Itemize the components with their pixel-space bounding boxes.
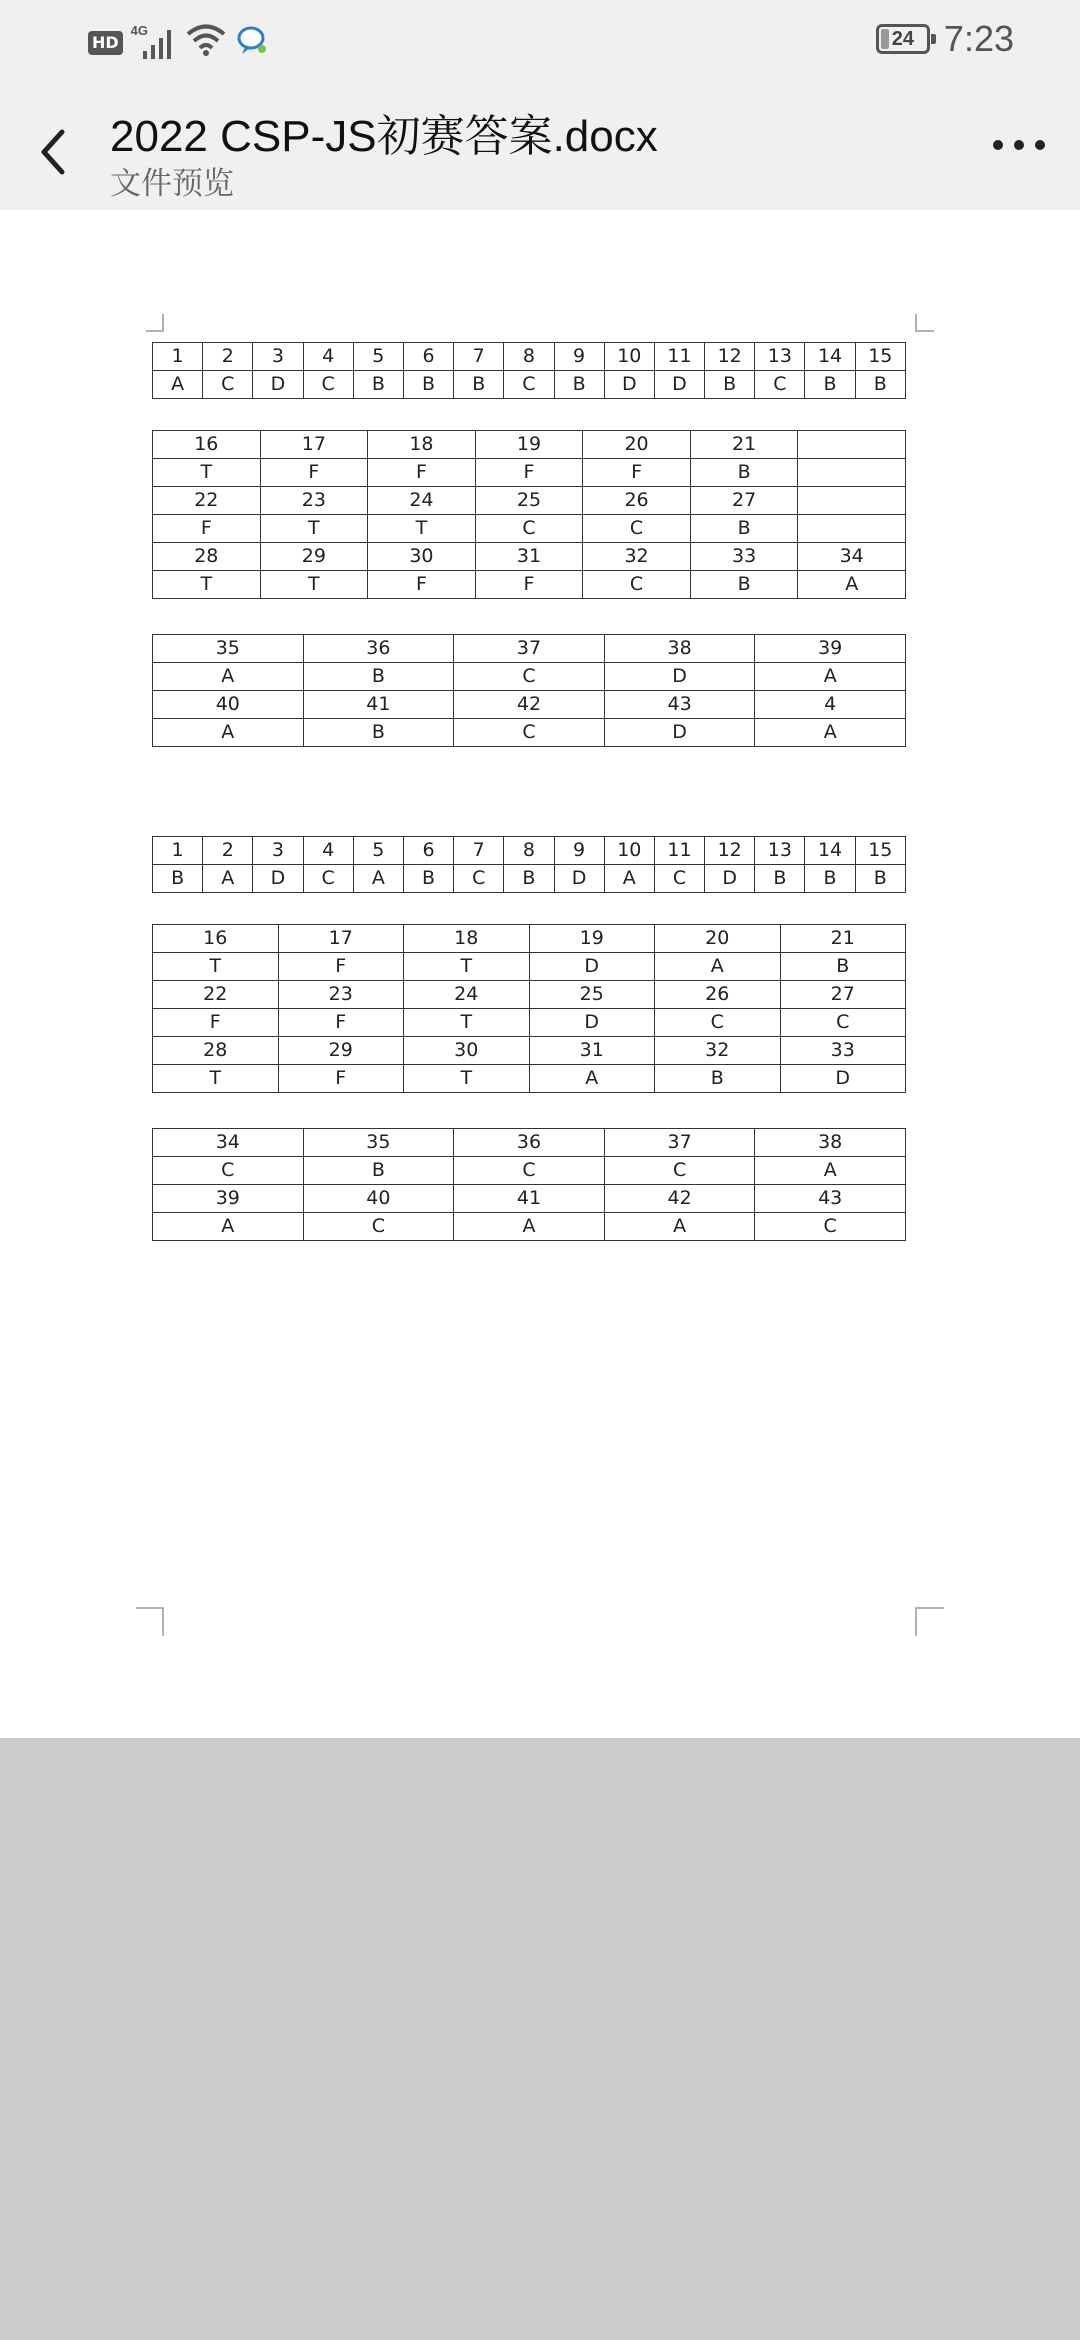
question-number-cell: 26: [583, 487, 691, 515]
answer-cell: F: [153, 515, 261, 543]
question-number-cell: 37: [454, 635, 605, 663]
question-number-cell: 8: [504, 343, 554, 371]
question-number-cell: 15: [855, 837, 905, 865]
question-number-cell: 38: [604, 635, 755, 663]
question-number-cell: 14: [805, 837, 855, 865]
answer-cell: D: [654, 371, 704, 399]
question-number-row: [153, 543, 906, 571]
more-dots-icon: [984, 120, 1054, 170]
answer-table-set1-part1: [152, 342, 906, 399]
hd-badge: HD: [88, 31, 123, 55]
answer-cell: D: [780, 1065, 906, 1093]
question-number-cell: 13: [755, 343, 805, 371]
question-number-cell: 17: [260, 431, 368, 459]
back-arrow-icon: [24, 110, 84, 190]
answer-cell: C: [583, 571, 691, 599]
question-number-cell: 33: [690, 543, 798, 571]
question-number-cell: 1: [153, 343, 203, 371]
question-number-cell: 35: [303, 1129, 454, 1157]
question-number-cell: 31: [475, 543, 583, 571]
answer-cell: C: [655, 1009, 781, 1037]
answer-cell: C: [654, 865, 704, 893]
question-number-cell: 42: [454, 691, 605, 719]
question-number-cell: 35: [153, 635, 304, 663]
back-button[interactable]: [24, 110, 84, 190]
question-number-cell: 26: [655, 981, 781, 1009]
answer-cell: A: [798, 571, 906, 599]
question-number-cell: 19: [529, 925, 655, 953]
question-number-row: [153, 1037, 906, 1065]
question-number-cell: 28: [153, 1037, 279, 1065]
question-number-cell: 24: [368, 487, 476, 515]
question-number-cell: 34: [798, 543, 906, 571]
answer-cell: D: [253, 865, 303, 893]
answer-cell: B: [855, 865, 905, 893]
question-number-cell: 21: [690, 431, 798, 459]
wifi-icon: [185, 22, 227, 63]
answer-cell: F: [153, 1009, 279, 1037]
answer-cell: A: [529, 1065, 655, 1093]
answer-cell: C: [454, 865, 504, 893]
answer-cell: T: [404, 953, 530, 981]
answer-cell: D: [604, 663, 755, 691]
answer-cell: B: [403, 371, 453, 399]
question-number-cell: 3: [253, 343, 303, 371]
answer-row: [153, 1157, 906, 1185]
question-number-cell: 10: [604, 343, 654, 371]
crop-mark-bottom-left: [136, 1606, 166, 1636]
answer-cell: B: [403, 865, 453, 893]
question-number-cell: 12: [705, 837, 755, 865]
question-number-cell: 16: [153, 431, 261, 459]
answer-table-set2-part2: [152, 924, 906, 1093]
answer-cell: D: [529, 953, 655, 981]
answer-cell: C: [755, 1213, 906, 1241]
question-number-row: [153, 635, 906, 663]
answer-cell: C: [303, 371, 353, 399]
answer-row: [153, 1065, 906, 1093]
question-number-cell: 27: [780, 981, 906, 1009]
question-number-cell: 11: [654, 343, 704, 371]
question-number-cell: 9: [554, 837, 604, 865]
answer-cell: A: [153, 371, 203, 399]
answer-cell: D: [529, 1009, 655, 1037]
answer-cell: A: [655, 953, 781, 981]
answer-row: [153, 663, 906, 691]
answer-cell: D: [554, 865, 604, 893]
answer-cell: A: [203, 865, 253, 893]
battery-icon: [876, 24, 930, 54]
answer-cell: C: [454, 719, 605, 747]
question-number-row: [153, 837, 906, 865]
answer-cell: C: [303, 865, 353, 893]
question-number-cell: 31: [529, 1037, 655, 1065]
question-number-cell: 12: [705, 343, 755, 371]
answer-cell: F: [583, 459, 691, 487]
network-type-label: 4G: [130, 22, 149, 38]
answer-cell: C: [755, 371, 805, 399]
document-page[interactable]: [0, 210, 1080, 1738]
question-number-cell: 18: [368, 431, 476, 459]
answer-row: [153, 1213, 906, 1241]
question-number-cell: 25: [529, 981, 655, 1009]
answer-cell: C: [504, 371, 554, 399]
question-number-cell: 17: [278, 925, 404, 953]
answer-cell: F: [260, 459, 368, 487]
answer-cell: [798, 459, 906, 487]
question-number-row: [153, 1129, 906, 1157]
answer-cell: B: [554, 371, 604, 399]
question-number-cell: 24: [404, 981, 530, 1009]
answer-cell: B: [805, 371, 855, 399]
question-number-row: [153, 1185, 906, 1213]
answer-cell: T: [153, 459, 261, 487]
crop-mark-top-left: [146, 314, 166, 334]
answer-cell: C: [454, 663, 605, 691]
question-number-cell: 1: [153, 837, 203, 865]
question-number-cell: 32: [583, 543, 691, 571]
question-number-cell: 8: [504, 837, 554, 865]
answer-row: [153, 953, 906, 981]
answer-cell: D: [253, 371, 303, 399]
question-number-cell: 7: [454, 837, 504, 865]
answer-cell: D: [604, 371, 654, 399]
answer-cell: C: [475, 515, 583, 543]
answer-cell: C: [583, 515, 691, 543]
question-number-cell: 39: [153, 1185, 304, 1213]
question-number-row: [153, 343, 906, 371]
answer-cell: D: [705, 865, 755, 893]
battery-level: 24: [891, 27, 915, 50]
question-number-cell: 38: [755, 1129, 906, 1157]
question-number-cell: 16: [153, 925, 279, 953]
answer-row: [153, 719, 906, 747]
question-number-cell: 23: [278, 981, 404, 1009]
question-number-cell: 9: [554, 343, 604, 371]
question-number-cell: 6: [403, 837, 453, 865]
question-number-cell: 3: [253, 837, 303, 865]
question-number-cell: 30: [404, 1037, 530, 1065]
answer-cell: B: [755, 865, 805, 893]
question-number-cell: 21: [780, 925, 906, 953]
question-number-cell: 40: [153, 691, 304, 719]
question-number-cell: 4: [303, 343, 353, 371]
question-number-cell: 42: [604, 1185, 755, 1213]
document-subtitle: 文件预览: [110, 166, 234, 201]
app-header: [0, 80, 1080, 210]
question-number-cell: 25: [475, 487, 583, 515]
answer-table-set2-part3: [152, 1128, 906, 1241]
answer-cell: B: [705, 371, 755, 399]
answer-cell: D: [604, 719, 755, 747]
answer-table-set2-part1: [152, 836, 906, 893]
message-app-icon: [235, 23, 269, 62]
answer-cell: B: [655, 1065, 781, 1093]
question-number-cell: [798, 431, 906, 459]
answer-cell: B: [303, 663, 454, 691]
answer-cell: A: [604, 865, 654, 893]
answer-cell: B: [690, 571, 798, 599]
answer-cell: F: [368, 571, 476, 599]
answer-cell: A: [755, 1157, 906, 1185]
answer-cell: T: [260, 515, 368, 543]
status-bar: [0, 0, 1080, 80]
question-number-cell: 11: [654, 837, 704, 865]
answer-cell: B: [805, 865, 855, 893]
question-number-cell: 15: [855, 343, 905, 371]
question-number-cell: 27: [690, 487, 798, 515]
question-number-cell: 36: [303, 635, 454, 663]
question-number-cell: 43: [755, 1185, 906, 1213]
question-number-cell: 22: [153, 487, 261, 515]
question-number-row: [153, 981, 906, 1009]
answer-cell: C: [604, 1157, 755, 1185]
question-number-cell: 5: [353, 343, 403, 371]
answer-cell: A: [153, 1213, 304, 1241]
question-number-cell: 14: [805, 343, 855, 371]
answer-row: [153, 571, 906, 599]
answer-cell: [798, 515, 906, 543]
answer-cell: T: [260, 571, 368, 599]
question-number-cell: 20: [655, 925, 781, 953]
status-time: 7:23: [943, 18, 1014, 59]
answer-cell: A: [755, 719, 906, 747]
answer-cell: F: [278, 1009, 404, 1037]
question-number-cell: 28: [153, 543, 261, 571]
answer-cell: A: [353, 865, 403, 893]
answer-cell: B: [303, 719, 454, 747]
answer-cell: B: [780, 953, 906, 981]
question-number-cell: 5: [353, 837, 403, 865]
answer-cell: F: [368, 459, 476, 487]
question-number-cell: 34: [153, 1129, 304, 1157]
answer-cell: T: [153, 571, 261, 599]
answer-cell: B: [353, 371, 403, 399]
question-number-cell: 4: [755, 691, 906, 719]
question-number-cell: 30: [368, 543, 476, 571]
answer-table-set1-part2: [152, 430, 906, 599]
answer-cell: A: [153, 663, 304, 691]
answer-table-set1-part3: [152, 634, 906, 747]
question-number-cell: 18: [404, 925, 530, 953]
answer-cell: F: [278, 953, 404, 981]
question-number-row: [153, 431, 906, 459]
answer-cell: B: [504, 865, 554, 893]
crop-mark-bottom-right: [914, 1606, 944, 1636]
question-number-cell: 19: [475, 431, 583, 459]
answer-cell: B: [855, 371, 905, 399]
answer-cell: T: [368, 515, 476, 543]
answer-cell: C: [303, 1213, 454, 1241]
question-number-cell: 37: [604, 1129, 755, 1157]
answer-cell: C: [153, 1157, 304, 1185]
answer-cell: C: [203, 371, 253, 399]
answer-cell: A: [153, 719, 304, 747]
question-number-row: [153, 487, 906, 515]
question-number-cell: 32: [655, 1037, 781, 1065]
question-number-cell: 33: [780, 1037, 906, 1065]
question-number-row: [153, 691, 906, 719]
answer-row: [153, 515, 906, 543]
answer-cell: T: [404, 1009, 530, 1037]
answer-row: [153, 459, 906, 487]
question-number-cell: [798, 487, 906, 515]
question-number-cell: 22: [153, 981, 279, 1009]
question-number-cell: 2: [203, 837, 253, 865]
question-number-cell: 20: [583, 431, 691, 459]
question-number-cell: 13: [755, 837, 805, 865]
question-number-cell: 29: [260, 543, 368, 571]
answer-cell: A: [604, 1213, 755, 1241]
question-number-cell: 2: [203, 343, 253, 371]
question-number-cell: 7: [454, 343, 504, 371]
answer-cell: T: [404, 1065, 530, 1093]
question-number-cell: 43: [604, 691, 755, 719]
answer-cell: T: [153, 953, 279, 981]
more-options-button[interactable]: [984, 120, 1054, 170]
question-number-cell: 36: [454, 1129, 605, 1157]
question-number-row: [153, 925, 906, 953]
answer-cell: B: [153, 865, 203, 893]
answer-cell: T: [153, 1065, 279, 1093]
answer-cell: C: [454, 1157, 605, 1185]
answer-row: [153, 865, 906, 893]
question-number-cell: 4: [303, 837, 353, 865]
cellular-signal-icon: [130, 22, 177, 61]
answer-cell: A: [454, 1213, 605, 1241]
answer-cell: C: [780, 1009, 906, 1037]
question-number-cell: 39: [755, 635, 906, 663]
question-number-cell: 10: [604, 837, 654, 865]
status-icons-right: [876, 18, 1014, 60]
answer-cell: B: [690, 515, 798, 543]
question-number-cell: 41: [454, 1185, 605, 1213]
question-number-cell: 6: [403, 343, 453, 371]
question-number-cell: 29: [278, 1037, 404, 1065]
answer-cell: F: [475, 571, 583, 599]
answer-cell: A: [755, 663, 906, 691]
answer-cell: F: [475, 459, 583, 487]
answer-cell: F: [278, 1065, 404, 1093]
answer-row: [153, 371, 906, 399]
answer-cell: B: [303, 1157, 454, 1185]
answer-cell: B: [454, 371, 504, 399]
crop-mark-top-right: [914, 314, 934, 334]
document-title: 2022 CSP-JS初赛答案.docx: [110, 112, 658, 161]
question-number-cell: 40: [303, 1185, 454, 1213]
answer-cell: B: [690, 459, 798, 487]
answer-row: [153, 1009, 906, 1037]
status-icons-left: [88, 22, 269, 63]
question-number-cell: 23: [260, 487, 368, 515]
question-number-cell: 41: [303, 691, 454, 719]
